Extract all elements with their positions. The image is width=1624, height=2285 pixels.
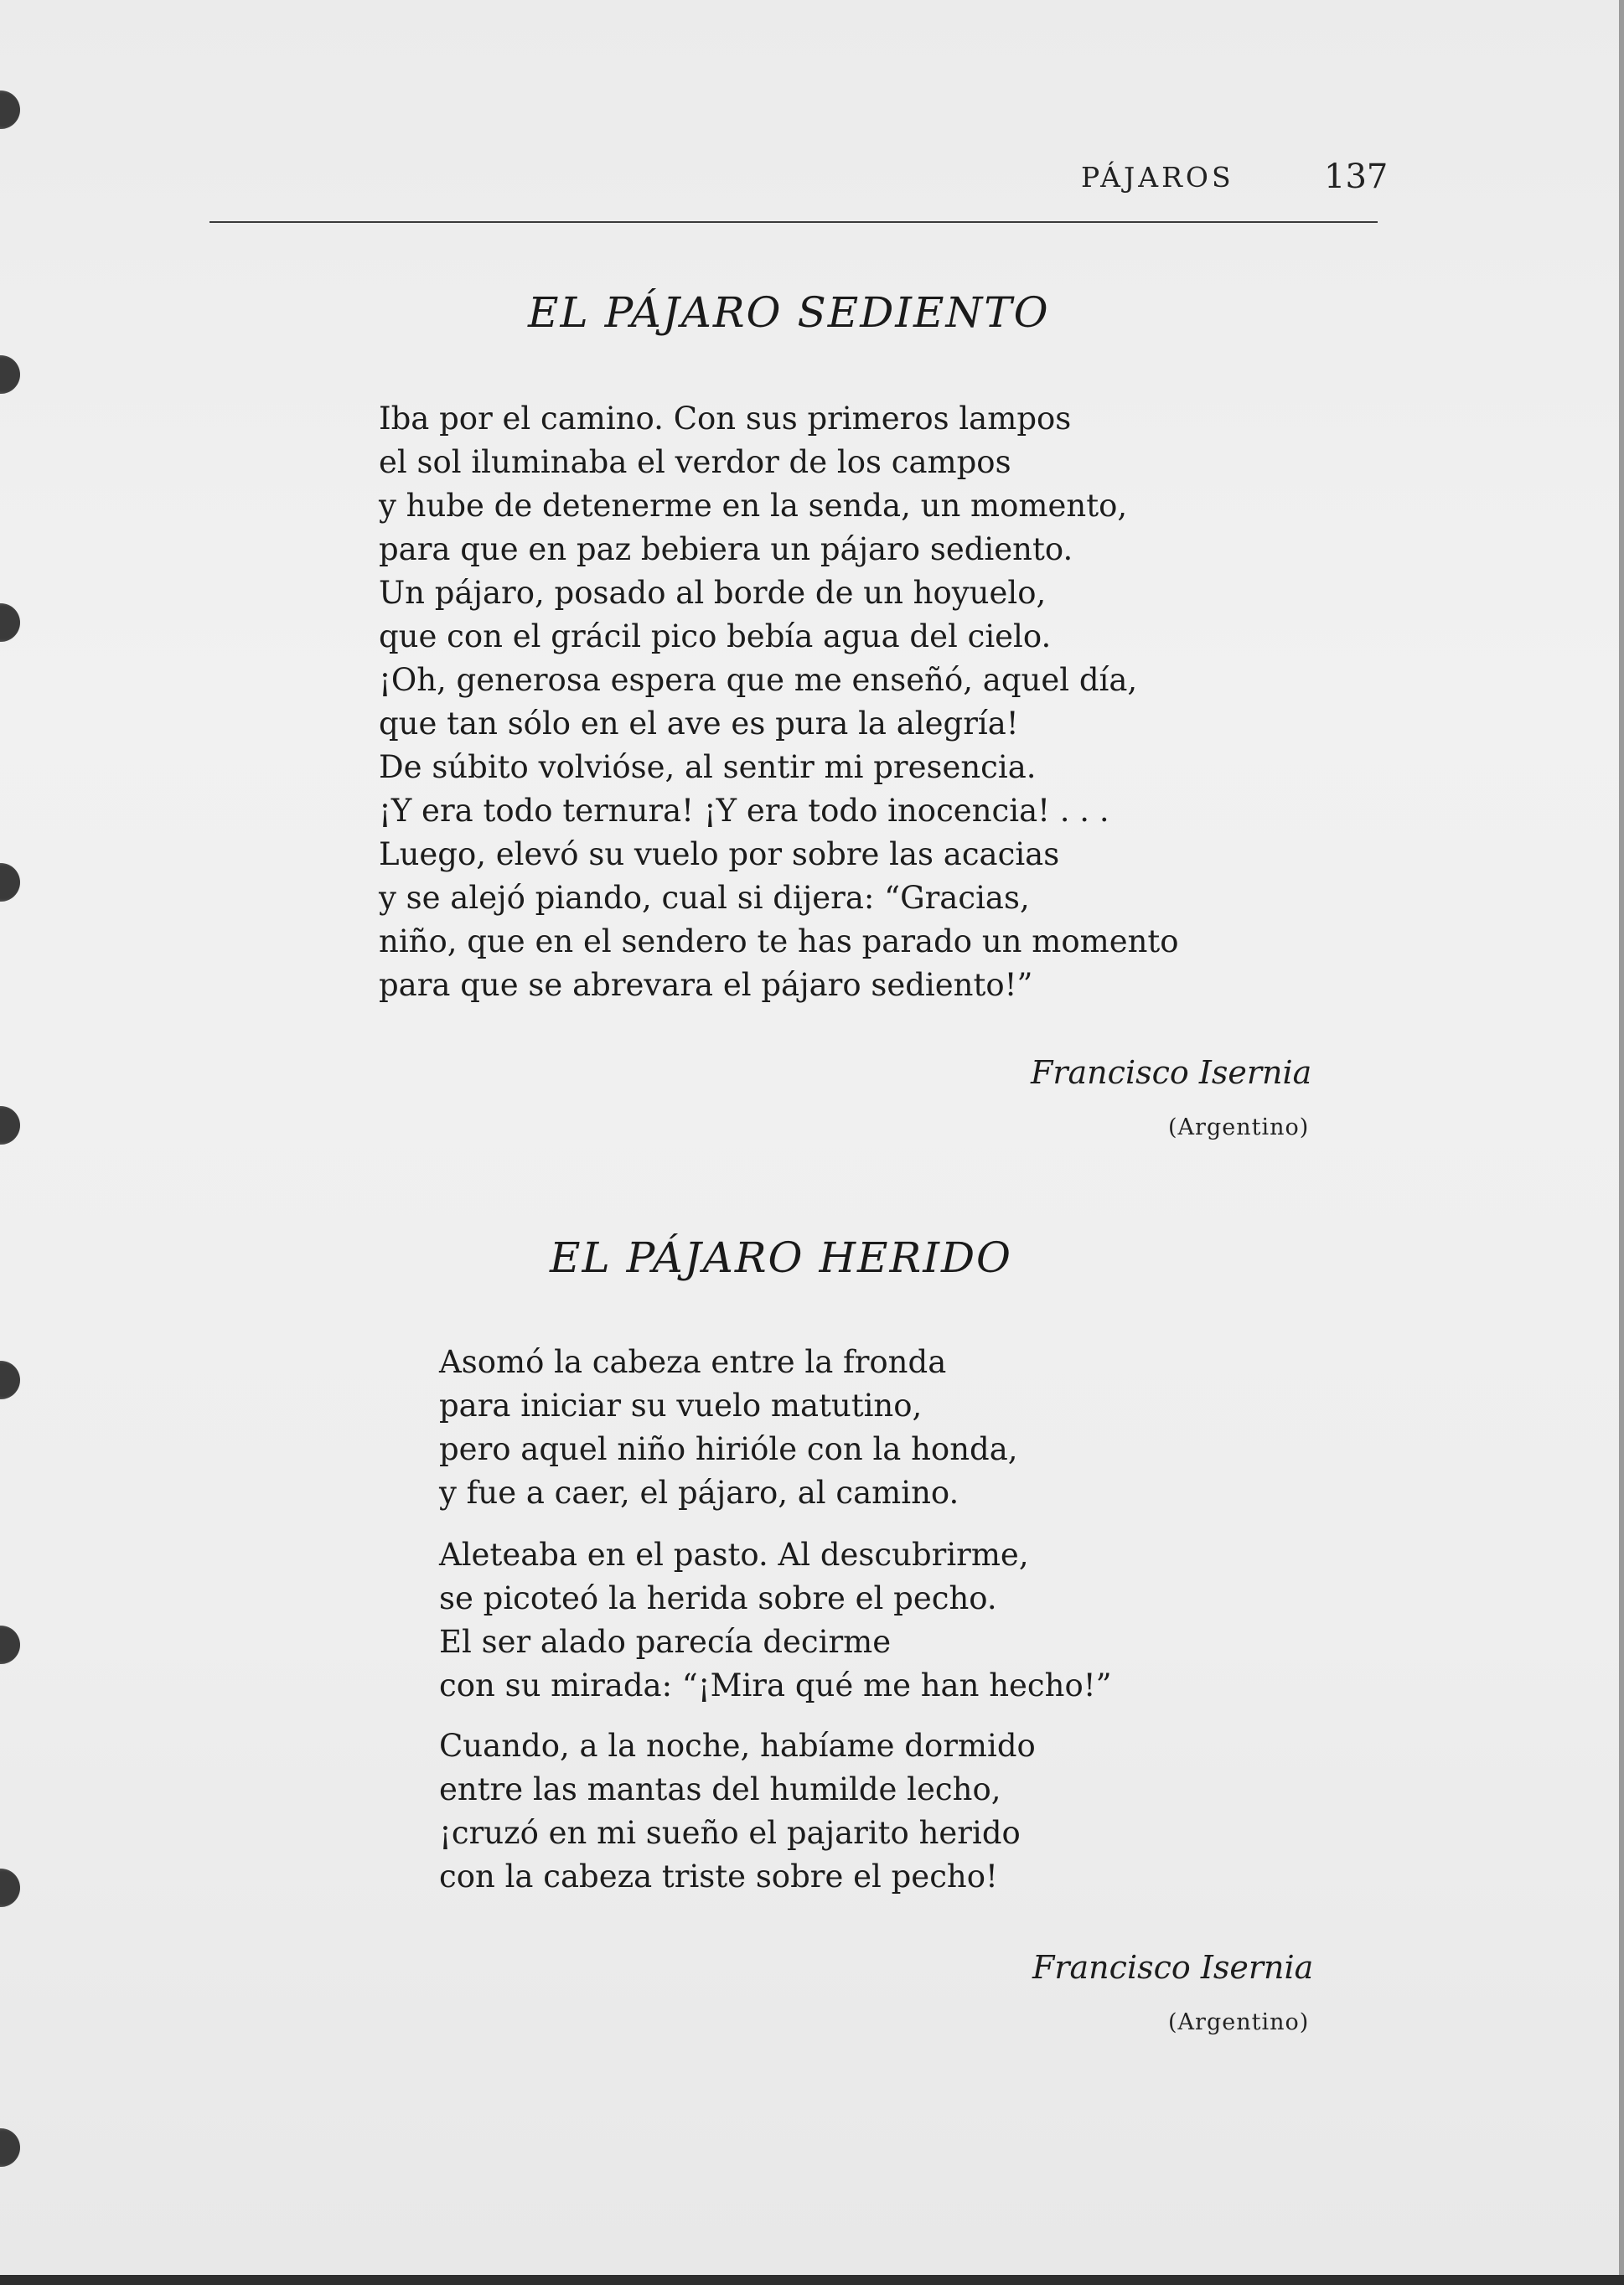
binding-hole	[0, 1361, 20, 1399]
verse-line: ¡cruzó en mi sueño el pajarito herido	[439, 1815, 1021, 1851]
binding-hole	[0, 355, 20, 394]
verse-line: ¡Y era todo ternura! ¡Y era todo inocencia! . . .	[379, 793, 1109, 829]
verse-line: entre las mantas del humilde lecho,	[439, 1771, 1001, 1807]
binding-hole	[0, 90, 20, 129]
page-number: 137	[1324, 158, 1389, 196]
binding-hole	[0, 863, 20, 902]
verse-line: que con el grácil pico bebía agua del cielo.	[379, 618, 1052, 654]
poem-stanza	[439, 1533, 1112, 1708]
verse-line: Un pájaro, posado al borde de un hoyuelo,	[379, 575, 1047, 611]
verse-line: para que en paz bebiera un pájaro sediento.	[379, 531, 1073, 567]
poem-stanza	[439, 1341, 1018, 1515]
verse-line: Cuando, a la noche, habíame dormido	[439, 1728, 1036, 1764]
binding-hole	[0, 1106, 20, 1145]
poem-title: EL PÁJARO HERIDO	[550, 1233, 1013, 1282]
verse-line: Luego, elevó su vuelo por sobre las acacias	[379, 836, 1060, 872]
binding-hole	[0, 603, 20, 642]
verse-line: para que se abrevara el pájaro sediento!”	[379, 967, 1033, 1003]
page-edge	[1619, 0, 1624, 2285]
verse-line: con la cabeza triste sobre el pecho!	[439, 1859, 998, 1895]
poem-author: Francisco Isernia	[1031, 1054, 1312, 1091]
binding-hole	[0, 1626, 20, 1664]
verse-line: ¡Oh, generosa espera que me enseñó, aquel día,	[379, 662, 1138, 698]
header-rule	[209, 221, 1378, 223]
poem-author: Francisco Isernia	[1032, 1949, 1314, 1986]
verse-line: De súbito volvióse, al sentir mi presencia.	[379, 749, 1037, 785]
verse-line: para iniciar su vuelo matutino,	[439, 1388, 923, 1424]
verse-line: y fue a caer, el pájaro, al camino.	[439, 1475, 959, 1511]
verse-line: y hube de detenerme en la senda, un momento,	[379, 488, 1128, 524]
verse-line: que tan sólo en el ave es pura la alegría!	[379, 706, 1019, 742]
binding-hole	[0, 1869, 20, 1907]
running-head-title: PÁJAROS	[1081, 161, 1234, 194]
verse-line: Asomó la cabeza entre la fronda	[439, 1344, 947, 1380]
verse-line: el sol iluminaba el verdor de los campos	[379, 444, 1011, 480]
verse-line: El ser alado parecía decirme	[439, 1624, 892, 1660]
binding-hole	[0, 2128, 20, 2167]
verse-line: se picoteó la herida sobre el pecho.	[439, 1580, 997, 1616]
verse-line: niño, que en el sendero te has parado un momento	[379, 923, 1179, 959]
running-head	[1081, 158, 1389, 199]
verse-line: Aleteaba en el pasto. Al descubrirme,	[439, 1537, 1029, 1573]
verse-line: pero aquel niño hirióle con la honda,	[439, 1431, 1018, 1467]
page-edge	[0, 2275, 1624, 2285]
poem-stanza	[379, 397, 1179, 1007]
author-nationality: (Argentino)	[1168, 1114, 1310, 1140]
author-nationality: (Argentino)	[1168, 2009, 1310, 2035]
poem-title: EL PÁJARO SEDIENTO	[528, 288, 1050, 337]
poem-stanza	[439, 1724, 1036, 1899]
verse-line: con su mirada: “¡Mira qué me han hecho!”	[439, 1667, 1112, 1703]
verse-line: Iba por el camino. Con sus primeros lampos	[379, 401, 1072, 437]
verse-line: y se alejó piando, cual si dijera: “Gracias,	[379, 880, 1030, 916]
